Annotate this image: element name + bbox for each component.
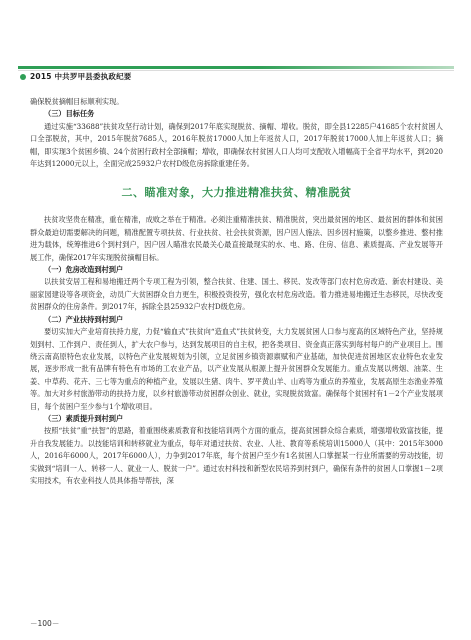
header-accent-bar xyxy=(18,66,454,69)
paragraph-quality: 按照“扶贫”重“扶智”的思路，着重围绕素质教育和技能培训两个方面的重点，提高贫困群众综合素质，增强增收致富技能，提升自我发展能力。以技能培训和转移就业为重点，每年对通过扶贫、农业、人社、教育等系统培训15000人（其中：2015年3000人，2016年6000人，2017年6000人），力争到2017年底，每个贫困户至少有1名贫困人口掌握某一行业所需要的劳动技能，切实做到“培训一人、转移一人、就业一人、脱贫一户”。通过农村科技和新型农民培养到村到户，确保有条件的贫困人口掌握1－2项实用技术，有农业科技人员具体指导帮扶，深 xyxy=(30,426,443,485)
heading-industry: （二）产业扶持到村到户 xyxy=(44,314,124,324)
paragraph-industry: 要切实加大产业培育扶持力度，力促“输血式”扶贫向“造血式”扶贫转变，大力发展贫困人口参与度高的区域特色产业，坚持规划到村、工作到户、责任到人，扩大农户参与，达到发展项目的自主权，把各类项目、资金真正落实到每村每户的产业项目上。围绕云南高原特色农业发展，以特色产业发展规划为引领，立足贫困乡镇资源禀赋和产业基础，加快促进贫困地区农业特色农业发展，逐步形成一批有品牌有特色有市场的工农业产品，以产业发展从根源上提升贫困群众发展能力。重点发展以烤烟、油菜、生姜、中草药、花卉、三七等为重点的种植产业，发展以生猪、肉牛、罗平黄山羊、山鸡等为重点的养殖业，发展高原生态渔业养殖等。加大对乡村旅游带动的扶持力度，以乡村旅游带动贫困群众创业、就业，实现脱贫致富。确保每个贫困村有1－2个产业发展项目，每个贫困户至少参与1个增收项目。 xyxy=(30,327,443,411)
header-bullet-icon xyxy=(20,74,26,80)
heading-housing: （一）危房改造到村到户 xyxy=(44,265,124,275)
heading-target-tasks: （三）目标任务 xyxy=(44,109,95,119)
intro-paragraph: 确保脱贫摘帽目标顺利实现。 xyxy=(30,97,124,106)
running-head: 2015 中共罗甲县委执政纪要 xyxy=(30,72,132,81)
paragraph-section-intro: 扶贫攻坚贵在精准，重在精准，成败之举在于精准。必须注重精准扶贫、精准脱贫，突出最贫困的地区、最贫困的群体和贫困群众最迫切需要解决的问题，精准配置专项扶贫、行业扶贫、社会扶贫资源，因户因人施法、因乡因村施策，以整乡推进、整村推进为载体，统筹推进6个到村到户，因户因人瞄准农民最关心最直接最现实的水、电、路、住房、信息、素质提高、产业发展等开展工作，确保2017年实现脱贫摘帽目标。 xyxy=(30,215,443,262)
paragraph-target-tasks: 通过实施“33688”扶贫攻坚行动计划，确保到2017年底实现脱贫、摘帽、增收。脱贫，即全县12285户41685个农村贫困人口全部脱贫，其中，2015年脱贫7685人，2016年脱贫17000人加上年返贫人口，2017年脱贫17000人加上年返贫人口；摘帽，即实现3个贫困乡镇、24个贫困行政村全部摘帽；增收，即确保农村贫困人口人均可支配收入增幅高于全省平均水平，到2020年达到12000元以上，全面完成25932户农村D级危房拆除重建任务。 xyxy=(30,121,443,169)
section-title: 二、瞄准对象，大力推进精准扶贫、精准脱贫 xyxy=(121,186,352,200)
page-body xyxy=(30,96,443,487)
paragraph-housing: 以扶贫安居工程和易地搬迁两个专项工程为引领，整合扶贫、住建、国土、移民、发改等部门农村危房改造、新农村建设、美丽家园建设等各项资金，动员广大贫困群众自力更生，积极投资投劳，强化农村危房改造。着力推进易地搬迁生态移民，尽快改变贫困群众的住房条件。到2017年，拆除全县25932户农村D级危房。 xyxy=(30,277,443,312)
page-number: －100－ xyxy=(30,619,60,628)
heading-quality: （三）素质提升到村到户 xyxy=(44,413,124,423)
